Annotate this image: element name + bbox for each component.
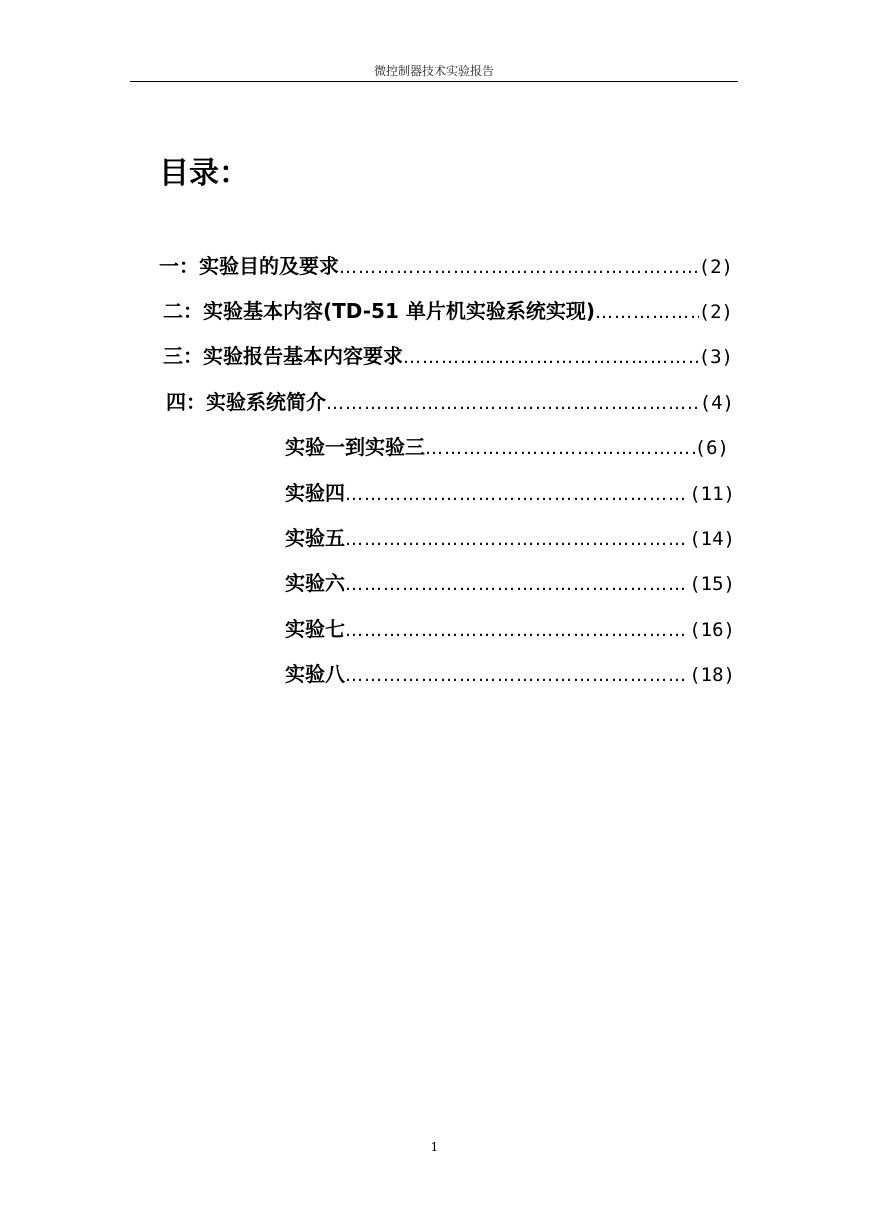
toc-entry-prefix: 三： bbox=[163, 344, 203, 368]
toc-entry-label: 实验基本内容(TD-51 单片机实验系统实现) bbox=[203, 299, 595, 323]
toc-entry-prefix: 一： bbox=[159, 254, 199, 278]
toc-subentry-label: 实验八 bbox=[285, 662, 345, 686]
header-title: 微控制器技术实验报告 bbox=[373, 64, 494, 78]
toc-subentry-page: (6) bbox=[694, 437, 729, 459]
toc-dot-leader bbox=[345, 526, 689, 554]
toc-dot-leader bbox=[345, 571, 689, 599]
toc-entry-label: 实验系统简介 bbox=[206, 390, 326, 414]
toc-subentry-page: (18) bbox=[689, 664, 735, 686]
toc-entry-page: (2) bbox=[698, 256, 733, 278]
toc-entry-label: 实验目的及要求 bbox=[199, 254, 339, 278]
toc-subentry-label: 实验一到实验三 bbox=[285, 435, 425, 459]
toc-subentry-label: 实验五 bbox=[285, 526, 345, 550]
toc-entry-page: (2) bbox=[698, 301, 733, 323]
page-header bbox=[130, 64, 738, 82]
toc-subentry-page: (16) bbox=[689, 619, 735, 641]
toc-entry-label: 实验报告基本内容要求 bbox=[203, 344, 403, 368]
toc-subentry[interactable] bbox=[285, 615, 735, 645]
toc-dot-leader bbox=[345, 481, 689, 509]
toc-subentry-label: 实验七 bbox=[285, 617, 345, 641]
toc-subentry[interactable] bbox=[285, 569, 735, 599]
toc-subentry[interactable] bbox=[285, 524, 735, 554]
toc-entry[interactable] bbox=[163, 342, 733, 372]
toc-subentry-page: (11) bbox=[689, 483, 735, 505]
toc-subentry[interactable] bbox=[285, 660, 735, 690]
toc-dot-leader bbox=[345, 617, 689, 645]
toc-dot-leader bbox=[425, 435, 695, 463]
toc-subentry-page: (15) bbox=[689, 573, 735, 595]
toc-entry-page: (4) bbox=[699, 392, 734, 414]
toc-dot-leader bbox=[339, 254, 699, 282]
toc-subentry-label: 实验六 bbox=[285, 571, 345, 595]
toc-entry-page: (3) bbox=[698, 346, 733, 368]
toc-subentry[interactable] bbox=[285, 479, 735, 509]
toc-subentry-page: (14) bbox=[689, 528, 735, 550]
toc-subentry-label: 实验四 bbox=[285, 481, 345, 505]
page-number: 1 bbox=[430, 1140, 439, 1154]
toc-entry-prefix: 二： bbox=[163, 299, 203, 323]
toc-entry[interactable] bbox=[159, 252, 733, 282]
toc-dot-leader bbox=[595, 299, 699, 327]
toc-dot-leader bbox=[326, 390, 700, 418]
toc-subentry[interactable] bbox=[285, 433, 729, 463]
toc-dot-leader bbox=[345, 662, 689, 690]
toc-entry-prefix: 四： bbox=[166, 390, 206, 414]
toc-entry[interactable] bbox=[166, 388, 734, 418]
toc-entry[interactable] bbox=[163, 297, 733, 327]
toc-title: 目录： bbox=[159, 156, 249, 191]
toc-dot-leader bbox=[403, 344, 699, 372]
